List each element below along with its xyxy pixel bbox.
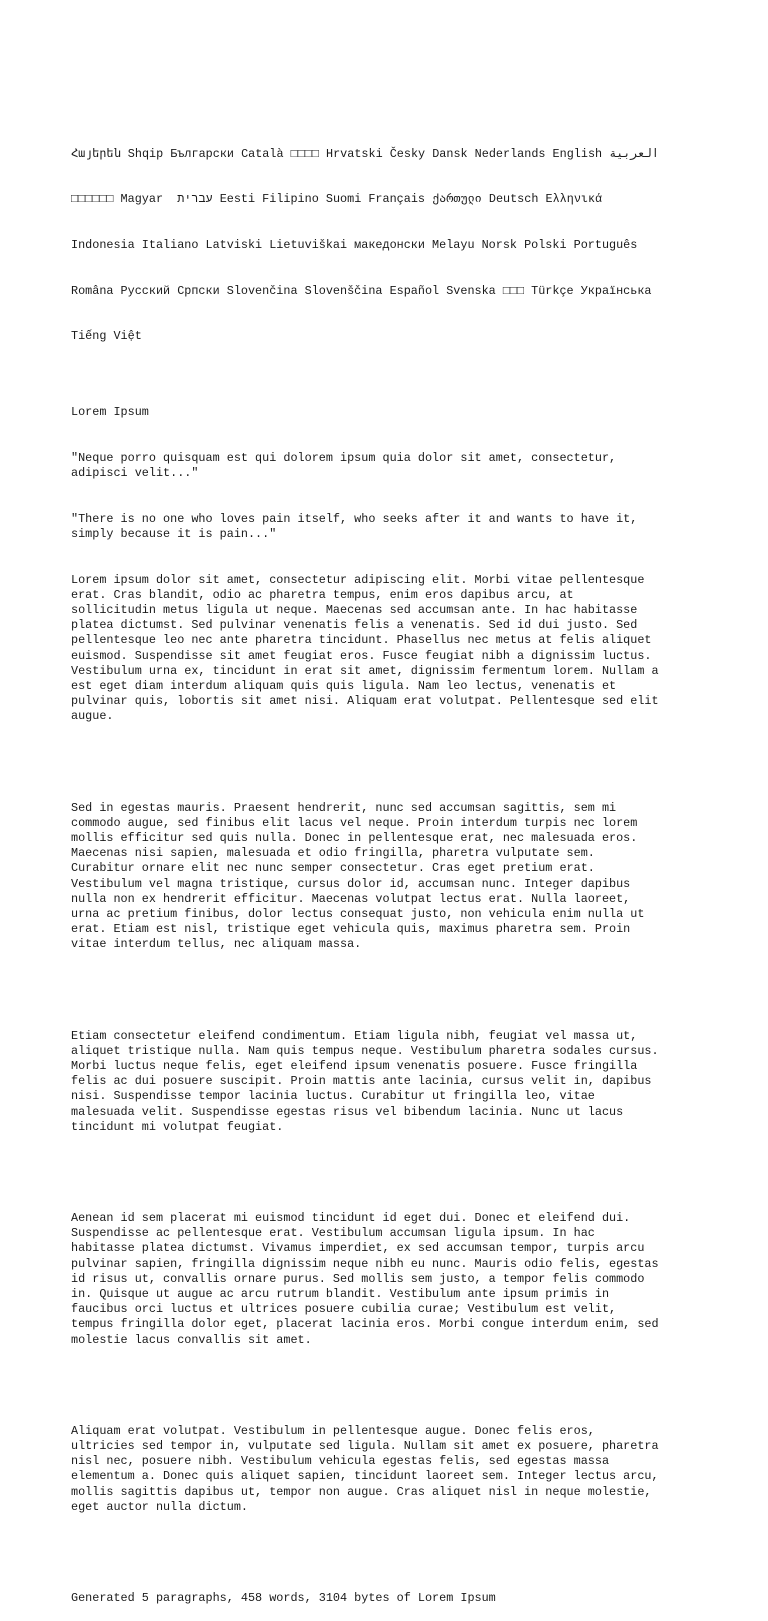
language-links-line[interactable]: Tiếng Việt (71, 329, 142, 344)
paragraph: Lorem ipsum dolor sit amet, consectetur adipiscing elit. Morbi vitae pellentesque erat. Cras blandit, odio ac pharetra tempus, enim eros dapibus arcu, at sollicitudin metus ligula ut neque. Maecenas sed accumsan ante. In hac habitasse platea dictumst. Sed pulvinar venenatis felis a venenatis. Sed id dui justo. Sed pellentesque leo nec ante pharetra tincidunt. Phasellus nec metus at felis aliquet euismod. Suspendisse sit amet feugiat eros. Fusce feugiat nibh a dignissim luctus. Vestibulum urna ex, tincidunt in erat sit amet, dignissim fermentum lorem. Nullam a est eget diam interdum aliquam quis quis ligula. Nam leo lectus, venenatis et pulvinar quis, lobortis sit amet nisi. Aliquam erat volutpat. Pellentesque sed elit augue. (71, 572, 659, 724)
generation-summary: Generated 5 paragraphs, 458 words, 3104 bytes of Lorem Ipsum (71, 1591, 496, 1606)
paragraph: Aliquam erat volutpat. Vestibulum in pellentesque augue. Donec felis eros, ultricies sed tempor in, vulputate sed ligula. Nullam sit amet ex posuere, pharetra nisl nec, posuere nibh. Vestibulum vehicula egestas felis, sed egestas massa elementum a. Donec quis aliquet sapien, tincidunt laoreet sem. Integer lectus arcu, mollis sagittis dapibus ut, tempor non augue. Cras aliquet nisl in neque molestie, eget auctor nulla dictum. (71, 1423, 659, 1514)
paragraph: Etiam consectetur eleifend condimentum. Etiam ligula nibh, feugiat vel massa ut, aliquet tristique nulla. Nam quis tempus neque. Vestibulum pharetra sodales cursus. Morbi luctus neque felis, eget eleifend ipsum venenatis posuere. Fusce fringilla felis ac dui posuere suscipit. Proin mattis ante lacinia, cursus velit in, dapibus nisi. Suspendisse tempor lacinia luctus. Curabitur ut fringilla leo, vitae malesuada velit. Suspendisse egestas risus vel bibendum lacinia. Nunc ut lacus tincidunt mi volutpat feugiat. (71, 1028, 659, 1134)
language-links-line[interactable]: Indonesia Italiano Latviski Lietuviškai македонски Melayu Norsk Polski Português (71, 238, 638, 253)
paragraph: Sed in egestas mauris. Praesent hendrerit, nunc sed accumsan sagittis, sem mi commodo augue, sed finibus elit lacus vel neque. Proin interdum turpis nec lorem mollis efficitur sed quis nulla. Donec in pellentesque erat, nec malesuada eros. Maecenas nisi sapien, malesuada et odio fringilla, pharetra vulputate sem. Curabitur ornare elit nec nunc semper consectetur. Cras eget pretium erat. Vestibulum vel magna tristique, cursus dolor id, accumsan nunc. Integer dapibus nulla non ex hendrerit efficitur. Maecenas volutpat lectus erat. Nulla laoreet, urna ac pretium finibus, dolor lectus consequat justo, non vehicula enim nulla ut erat. Etiam est nisl, tristique eget vehicula quis, maximus pharetra sem. Proin vitae interdum tellus, nec aliquam massa. (71, 800, 645, 952)
quote-english: "There is no one who loves pain itself, who seeks after it and wants to have it, simply because it is pain..." (71, 511, 638, 541)
quote-latin: "Neque porro quisquam est qui dolorem ipsum quia dolor sit amet, consectetur, adipisci velit..." (71, 450, 617, 481)
language-links[interactable] (71, 116, 659, 374)
language-links-line[interactable]: Հայերեն Shqip Български Català □□□□ Hrvatski Česky Dansk Nederlands English العربية (71, 146, 659, 161)
paragraph: Aenean id sem placerat mi euismod tincidunt id eget dui. Donec et eleifend dui. Suspendisse ac pellentesque erat. Vestibulum accumsan ligula ipsum. In hac habitasse platea dictumst. Vivamus imperdiet, ex sed accumsan tempor, turpis arcu pulvinar sapien, fringilla dignissim neque nibh eu nunc. Mauris odio felis, egestas id risus ut, convallis ornare purus. Sed mollis sem justo, a tempor felis commodo in. Quisque ut augue ac arcu rutrum blandit. Vestibulum ante ipsum primis in faucibus orci luctus et ultrices posuere cubilia curae; Vestibulum est velit, tempus fringilla dolor eget, placerat lacinia eros. Morbi congue interdum enim, sed molestie lacus convallis sit amet. (71, 1210, 659, 1347)
language-links-line[interactable]: □□□□□□ Magyar עברית Eesti Filipino Suomi Français ქართული Deutsch Ελληνικά (71, 192, 603, 207)
lorem-ipsum-document (71, 86, 659, 1621)
language-links-line[interactable]: Româna Pусский Српски Slovenčina Slovenščina Español Svenska □□□ Türkçe Українська (71, 283, 652, 298)
page-title: Lorem Ipsum (71, 405, 149, 420)
